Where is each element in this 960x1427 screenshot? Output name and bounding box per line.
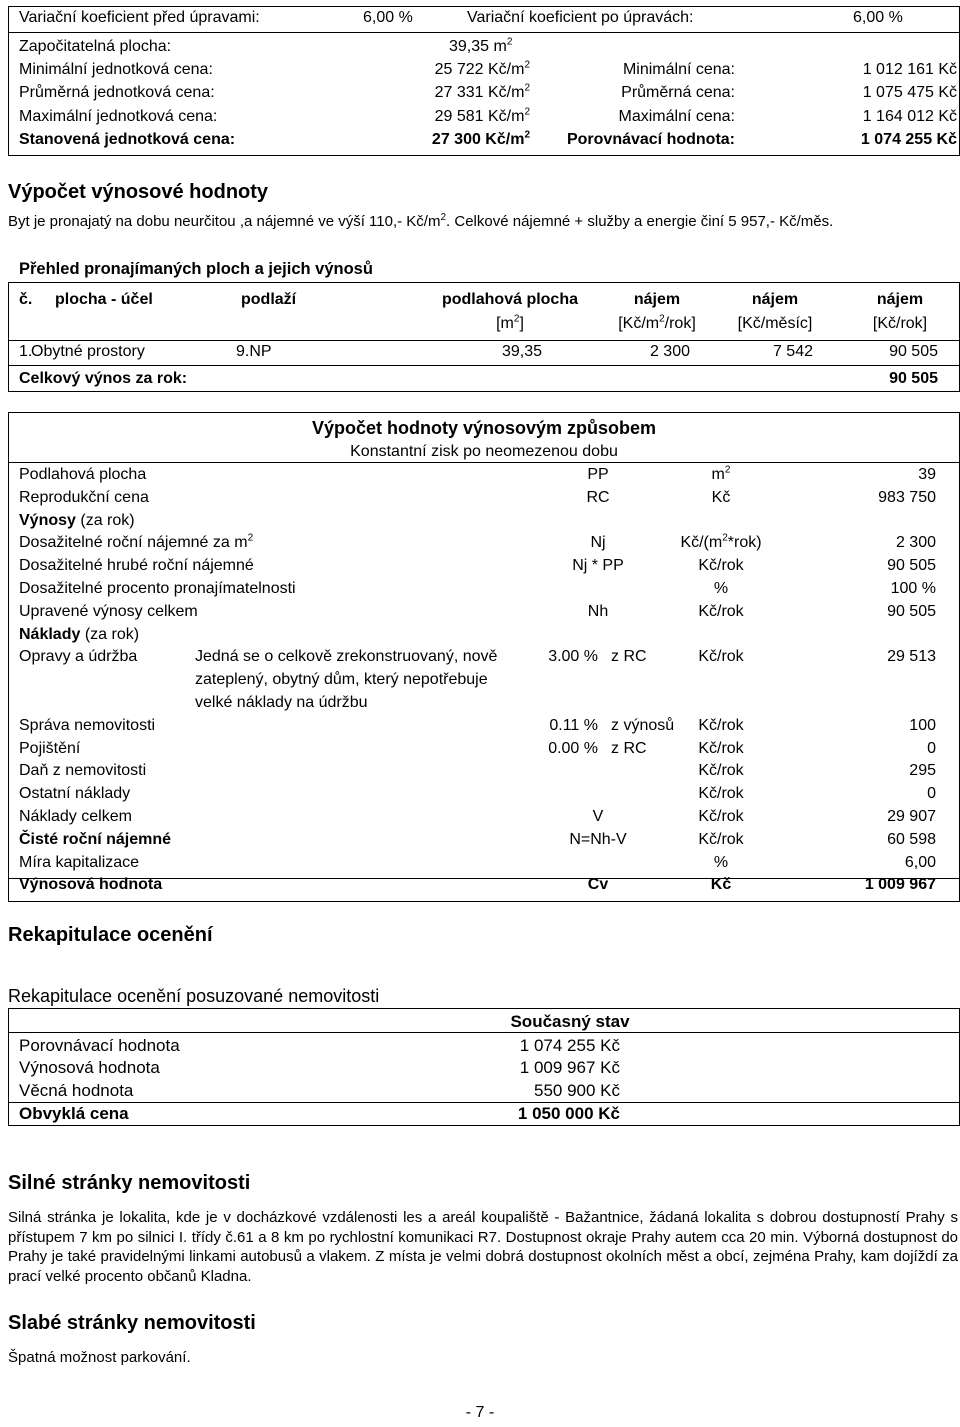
income-row-label: Výnosy (za rok)	[19, 511, 135, 529]
income-row-symbol: Nj	[590, 534, 606, 552]
income-row-unit: Kč/rok	[698, 808, 744, 825]
recap-row-value: 550 900 Kč	[533, 1081, 620, 1100]
income-row-label: Náklady (za rok)	[19, 625, 140, 643]
variation-before-label: Variační koeficient před úpravami:	[19, 9, 260, 26]
income-row-value: 0	[927, 785, 936, 803]
income-row-base: z výnosů	[611, 716, 675, 734]
comparative-row-label: Stanovená jednotková cena:	[19, 131, 236, 148]
area-value: 39,35 $m^2$	[449, 36, 513, 55]
income-row-unit: Kč/rok	[698, 557, 744, 575]
income-row-unit: Kč/rok	[698, 785, 744, 803]
variation-after-label: Variační koeficient po úpravách:	[467, 9, 694, 26]
income-row-value: 2 300	[895, 534, 936, 552]
lease-column-header: nájem	[633, 291, 681, 308]
income-row-symbol: V	[592, 808, 604, 825]
recap-heading: Rekapitulace ocenění	[8, 924, 213, 946]
income-row-note: velké náklady na údržbu	[195, 694, 368, 711]
lease-row-rent-month: 7 542	[772, 343, 813, 360]
lease-column-header: plocha - účel	[55, 291, 153, 308]
income-row-symbol: Nh	[587, 602, 609, 620]
annual-yield-value: 90 505	[889, 370, 938, 387]
income-row-label: Podlahová plocha	[19, 466, 147, 483]
comparative-price: 1 075 475 Kč	[862, 84, 957, 101]
income-row-label: Dosažitelné procento pronajímatelnosti	[19, 580, 296, 597]
income-total-divider	[8, 878, 960, 879]
income-row-value: 39	[918, 466, 936, 483]
variation-after-value: 6,00 %	[853, 9, 903, 26]
income-row-value: 90 505	[887, 557, 936, 575]
recap-row-label: Věcná hodnota	[19, 1081, 134, 1100]
income-row-unit: Kč/rok	[698, 648, 744, 666]
strengths-heading: Silné stránky nemovitosti	[8, 1172, 251, 1194]
lease-row-rent-year: 90 505	[889, 343, 938, 360]
recap-subheading: Rekapitulace ocenění posuzované nemovitosti	[8, 986, 380, 1006]
income-row-unit: $Kč/(m^2*rok)$	[680, 533, 762, 552]
income-row-percent: 0.00 %	[548, 739, 598, 757]
income-row-label: Náklady celkem	[19, 808, 132, 825]
strengths-text: Silná stránka je lokalita, kde je v docházkové vzdálenosti les a areál koupaliště - Bažantnice, žádaná lokalita s dobrou dostupností Prahy s přístupem 7 km po silnici I. třídy č.61 a 8 km po rychlostní komunikaci R7. Dostupnost okraje Prahy autem cca 20 min. Výborná dostupnost do Prahy je také pravidelnými linkami autobusů a vlakem. Z místa je velmi dobrá dostupnost okolních měst a obcí, zejména Prahy, kam dojíždí za prací velké procento občanů Kladna.	[8, 1209, 958, 1285]
income-row-symbol: Cv	[587, 876, 609, 894]
comparative-price: 1 164 012 Kč	[862, 108, 957, 125]
lease-column-unit: $[Kč/m^2/rok]$	[618, 313, 696, 332]
recap-row-label: Výnosová hodnota	[19, 1058, 160, 1077]
recap-row-label: Porovnávací hodnota	[19, 1036, 180, 1055]
comparative-price: 1 012 161 Kč	[862, 61, 957, 78]
income-row-label: Správa nemovitosti	[19, 716, 156, 734]
income-row-note: Jedná se o celkově zrekonstruovaný, nově	[195, 648, 498, 666]
income-row-unit: Kč/rok	[698, 602, 744, 620]
lease-row-purpose: Obytné prostory	[31, 343, 145, 360]
income-row-label: Pojištění	[19, 739, 81, 757]
income-row-symbol: PP	[587, 466, 609, 483]
lease-column-unit: $[m^2]$	[496, 313, 524, 332]
comparative-row-label: Maximální jednotková cena:	[19, 108, 218, 125]
lease-column-header: nájem	[876, 291, 924, 308]
comparative-price: 1 074 255 Kč	[860, 131, 957, 148]
income-row-value: 6,00	[904, 853, 936, 871]
annual-yield-label: Celkový výnos za rok:	[19, 370, 188, 387]
income-row-unit: $m^2$	[711, 464, 731, 483]
income-row-unit: Kč/rok	[698, 830, 744, 848]
income-row-label: Výnosová hodnota	[19, 876, 163, 894]
lease-column-header: nájem	[751, 291, 799, 308]
income-row-value: 1 009 967	[864, 876, 936, 894]
comparative-row-label: Průměrná jednotková cena:	[19, 84, 215, 101]
yield-description: Byt je pronajatý na dobu neurčitou ,a nájemné ve výší 110,- $Kč/m^2$. Celkové nájemné + služby a energie činí 5 957,- Kč/měs.	[8, 212, 834, 230]
weaknesses-text: Špatná možnost parkování.	[8, 1349, 191, 1366]
yield-heading: Výpočet výnosové hodnoty	[8, 181, 269, 203]
lease-row-rent-m2: 2 300	[649, 343, 690, 360]
income-row-symbol: N=Nh-V	[569, 830, 627, 848]
income-row-value: 100 %	[890, 580, 936, 597]
comparative-row-label-2: Minimální cena:	[622, 61, 735, 78]
income-row-note: zateplený, obytný dům, který nepotřebuje	[195, 671, 488, 689]
comparative-unit-price: 29 581 $Kč/m^2$	[434, 106, 530, 125]
lease-column-unit: [Kč/rok]	[872, 315, 928, 332]
recap-row-value: 1 009 967 Kč	[519, 1058, 620, 1077]
income-row-unit: Kč/rok	[698, 762, 744, 780]
comparative-row-label-2: Porovnávací hodnota:	[566, 131, 735, 148]
page-number: - 7 -	[465, 1404, 495, 1421]
lease-overview-heading: Přehled pronajímaných ploch a jejich výnosů	[19, 260, 373, 278]
income-row-label: Dosažitelné hrubé roční nájemné	[19, 557, 254, 575]
income-table-subtitle: Konstantní zisk po neomezenou dobu	[350, 443, 618, 460]
income-row-label: Ostatní náklady	[19, 785, 131, 803]
income-row-label: Reprodukční cena	[19, 488, 149, 506]
income-row-base: z RC	[611, 739, 647, 757]
recap-column-header: Současný stav	[510, 1012, 630, 1031]
weaknesses-heading: Slabé stránky nemovitosti	[8, 1312, 256, 1334]
income-row-unit: Kč/rok	[698, 716, 744, 734]
income-row-value: 29 907	[887, 808, 936, 825]
income-row-unit: Kč	[711, 488, 731, 506]
income-row-percent: 0.11 %	[549, 716, 598, 734]
income-row-value: 100	[909, 716, 936, 734]
comparative-row-label: Minimální jednotková cena:	[19, 61, 213, 78]
income-row-unit: %	[713, 580, 729, 597]
income-row-unit: %	[713, 853, 729, 871]
recap-row-label: Obvyklá cena	[19, 1104, 129, 1123]
income-row-label: Daň z nemovitosti	[19, 762, 147, 780]
recap-row-value: 1 050 000 Kč	[517, 1104, 620, 1123]
lease-column-header: podlahová plocha	[441, 291, 578, 308]
income-row-label: Čisté roční nájemné	[19, 830, 172, 848]
lease-column-header: podlaží	[241, 291, 297, 308]
income-row-value: 60 598	[887, 830, 936, 848]
income-row-value: 295	[909, 762, 936, 780]
income-row-percent: 3.00 %	[548, 648, 598, 666]
income-table-title: Výpočet hodnoty výnosovým způsobem	[311, 418, 657, 438]
comparative-row-label-2: Průměrná cena:	[621, 84, 735, 101]
area-label: Započitatelná plocha:	[19, 38, 172, 55]
income-row-base: z RC	[611, 648, 647, 666]
income-row-value: 983 750	[878, 488, 936, 506]
income-row-value: 29 513	[887, 648, 936, 666]
income-row-unit: Kč/rok	[698, 739, 744, 757]
lease-row-floor: 9.NP	[236, 343, 272, 360]
recap-row-value: 1 074 255 Kč	[519, 1036, 620, 1055]
comparative-unit-price: 25 722 $Kč/m^2$	[434, 59, 530, 78]
income-row-label: Dosažitelné roční nájemné za $m^2$	[19, 533, 254, 552]
lease-row-area: 39,35	[501, 343, 542, 360]
income-row-label: Opravy a údržba	[19, 648, 138, 666]
income-row-symbol: Nj * PP	[572, 557, 624, 575]
lease-column-header: č.	[19, 291, 33, 308]
income-row-label: Míra kapitalizace	[19, 853, 140, 871]
income-row-symbol: RC	[586, 488, 610, 506]
comparative-unit-price: 27 331 $Kč/m^2$	[434, 82, 530, 101]
income-row-unit: Kč	[710, 876, 732, 894]
lease-row-no: 1.	[19, 343, 33, 360]
variation-before-value: 6,00 %	[363, 9, 413, 26]
income-row-value: 0	[927, 739, 936, 757]
income-row-label: Upravené výnosy celkem	[19, 602, 198, 620]
comparative-unit-price: 27 300 $Kč/m^2$	[431, 129, 530, 148]
income-row-value: 90 505	[887, 602, 936, 620]
lease-column-unit: [Kč/měsíc]	[737, 315, 813, 332]
comparative-row-label-2: Maximální cena:	[618, 108, 735, 125]
